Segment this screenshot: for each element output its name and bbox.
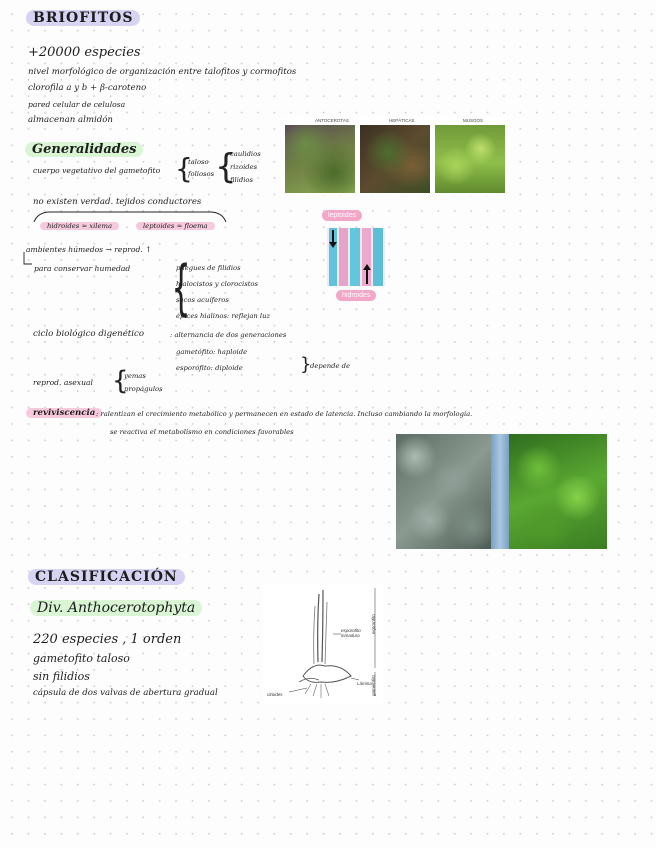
reprod-item-2: propágulos — [124, 385, 163, 393]
leptoides-tag: leptoides — [322, 210, 362, 221]
diagram-gametofito-side: gametofito — [371, 674, 376, 696]
photo-label-musgos: MUSGOS — [463, 118, 484, 123]
conservar-item-3: sacos acuíferos — [176, 296, 229, 304]
page-title: BRIOFITOS — [26, 10, 140, 26]
conservar-item-1: pliegues de filidios — [176, 264, 241, 272]
brace-2: { — [215, 147, 237, 187]
reprod-label: reprod. asexual — [33, 378, 93, 387]
cuerpo-type-1: taloso — [188, 158, 209, 166]
cuerpo-type-2: foliosos — [188, 170, 215, 178]
cuerpo-part-2: rizoides — [230, 163, 258, 171]
dry-moss-photo — [396, 434, 491, 549]
diagram-esporofito-side: esporofito — [371, 614, 376, 634]
ambientes-arrow — [20, 250, 34, 270]
conductive-tissue-figure — [327, 228, 385, 286]
cuerpo-part-1: caulidios — [230, 150, 261, 158]
reprod-item-1: yemas — [124, 372, 146, 380]
anthoceros-line-1: 220 especies , 1 orden — [33, 632, 182, 647]
reviviscencia-line-1: : ralentizan el crecimiento metabólico y permanecen en estado de latencia. Incluso cambiando la morfología. — [96, 410, 473, 418]
esporofito-line: esporófito: diploide — [176, 364, 243, 372]
leptoides-label: leptoides ≈ floema — [136, 222, 215, 230]
diagram-lamina-label: Lámina — [357, 681, 372, 686]
generalidades-heading: Generalidades — [25, 142, 143, 157]
ciclo-text: : alternancia de dos generaciones — [170, 331, 287, 339]
gametofito-line: gametófito: haploide — [176, 348, 248, 356]
brace-5: { — [112, 366, 129, 396]
wet-moss-photo — [509, 434, 607, 549]
anthoceros-line-2: gametofito taloso — [33, 652, 130, 665]
photo-label-hepaticas: HEPÁTICAS — [389, 118, 415, 123]
division-heading: Div. Anthocerotophyta — [30, 600, 202, 616]
tejidos-line: no existen verdad. tejidos conductores — [33, 197, 202, 207]
intro-line-4: pared celular de celulosa — [28, 100, 126, 109]
intro-line-2: nivel morfológico de organización entre talofitos y cormofitos — [28, 67, 297, 77]
diagram-rizoides-label: rizoides — [267, 692, 283, 697]
intro-line-3: clorofila a y b + β-caroteno — [28, 83, 147, 93]
anthoceros-line-4: cápsula de dos valvas de abertura gradual — [33, 688, 218, 698]
conservar-item-4: épices hialinos: reflejan luz — [176, 312, 271, 320]
ambientes-line: ambientes húmedos → reprod. ↑ — [26, 245, 152, 254]
clasificacion-heading: CLASIFICACIÓN — [28, 569, 185, 585]
photo-strip — [283, 117, 507, 195]
intro-line-5: almacenan almidón — [28, 115, 113, 125]
conservar-item-2: hialocistos y clorocistos — [176, 280, 259, 288]
reviviscencia-line-2: se reactiva el metabolismo en condiciones favorables — [110, 428, 294, 436]
ciclo-label: ciclo biológico digenético — [33, 329, 144, 339]
anthoceros-line-3: sin filidios — [33, 670, 90, 683]
intro-line-1: +20000 especies — [28, 45, 141, 60]
brace-4: } — [300, 354, 312, 375]
hepaticas-photo — [360, 125, 430, 193]
cuerpo-part-3: filidios — [230, 176, 253, 184]
diagram-esporofito-label: esporofito inmaduro — [341, 628, 361, 638]
hidroides-tag: hidroides — [336, 290, 376, 301]
photo-label-antocerotas: ANTOCEROTAS — [315, 118, 349, 123]
depende-line: depende de — [310, 362, 351, 370]
reviviscencia-label: reviviscencia — [26, 408, 102, 418]
conservar-line: para conservar humedad — [34, 264, 131, 273]
cuerpo-label: cuerpo vegetativo del gametofito — [33, 166, 161, 175]
anthoceros-diagram — [263, 584, 383, 704]
musgos-photo — [435, 125, 505, 193]
antocerotas-photo — [285, 125, 355, 193]
photo-divider — [491, 434, 509, 549]
brace-3: { — [171, 253, 191, 323]
brace-1: { — [175, 152, 193, 185]
hidroides-label: hidroides ≈ xilema — [40, 222, 119, 230]
